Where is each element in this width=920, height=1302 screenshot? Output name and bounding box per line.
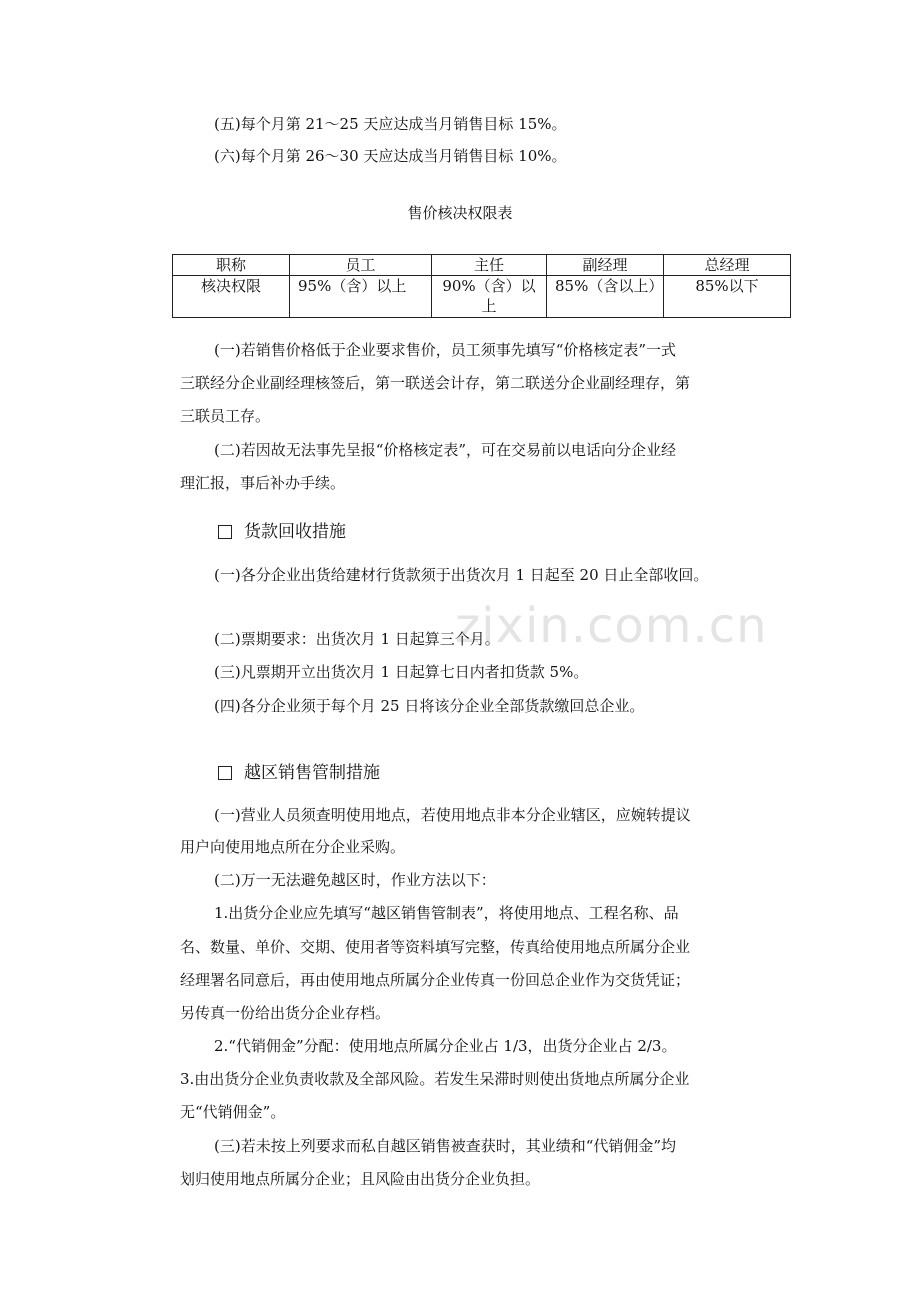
paragraph-line: (二)万一无法避免越区时，作业方法以下：: [214, 871, 496, 889]
table-row: [173, 276, 791, 318]
paragraph-line: (二)票期要求：出货次月 1 日起算三个月。: [214, 630, 500, 648]
paragraph-line: 名、数量、单价、交期、使用者等资料填写完整，传真给使用地点所属分企业: [180, 938, 691, 956]
paragraph-line: (三)凡票期开立出货次月 1 日起算七日内者扣货款 5%。: [214, 663, 589, 681]
paragraph-line: 无“代销佣金”。: [180, 1103, 286, 1121]
paragraph-line: 三联经分企业副经理核签后，第一联送会计存，第二联送分企业副经理存，第: [180, 374, 691, 392]
table-cell: 核决权限: [173, 276, 290, 318]
header-cell: 主任: [432, 255, 547, 276]
table-cell: 95%（含）以上: [290, 276, 432, 318]
header-cell: 职称: [173, 255, 290, 276]
paragraph-line: (五)每个月第 21～25 天应达成当月销售目标 15%。: [214, 115, 567, 133]
paragraph-line: 三联员工存。: [180, 407, 271, 425]
paragraph-line: 3.由出货分企业负责收款及全部风险。若发生呆滞时则使出货地点所属分企业: [180, 1070, 690, 1088]
paragraph-line: 1.出货分企业应先填写“越区销售管制表”，将使用地点、工程名称、品: [214, 904, 679, 922]
checkbox-square-icon: [218, 525, 232, 539]
paragraph-line: 经理署名同意后，再由使用地点所属分企业传真一份回总企业作为交货凭证；: [180, 971, 691, 989]
section-heading: [218, 521, 346, 543]
section-heading: [218, 762, 380, 784]
table-header-row: [173, 255, 791, 276]
paragraph-line: 划归使用地点所属分企业；且风险由出货分企业负担。: [180, 1170, 541, 1188]
paragraph-line: 2.“代销佣金”分配：使用地点所属分企业占 1/3，出货分企业占 2/3。: [214, 1037, 677, 1055]
paragraph-line: (一)营业人员须查明使用地点，若使用地点非本分企业辖区，应婉转提议: [214, 806, 691, 824]
paragraph-line: (六)每个月第 26～30 天应达成当月销售目标 10%。: [214, 147, 567, 165]
paragraph-line: (四)各分企业须于每个月 25 日将该分企业全部货款缴回总企业。: [214, 697, 645, 715]
paragraph-line: 用户向使用地点所在分企业采购。: [180, 838, 406, 856]
table-cell: 90%（含）以上: [432, 276, 547, 318]
table-cell: 85%以下: [664, 276, 791, 318]
table-caption: 售价核决权限表: [407, 204, 513, 222]
header-cell: 员工: [290, 255, 432, 276]
header-cell: 总经理: [664, 255, 791, 276]
section-title: 货款回收措施: [244, 522, 346, 542]
authority-table: [172, 254, 791, 318]
checkbox-square-icon: [218, 766, 232, 780]
paragraph-line: 另传真一份给出货分企业存档。: [180, 1004, 391, 1022]
paragraph-line: (一)各分企业出货给建材行货款须于出货次月 1 日起至 20 日止全部收回。: [214, 566, 709, 584]
table-cell: 85%（含以上）: [547, 276, 664, 318]
paragraph-line: (一)若销售价格低于企业要求售价，员工须事先填写“价格核定表”一式: [214, 341, 677, 359]
paragraph-line: (二)若因故无法事先呈报“价格核定表”，可在交易前以电话向分企业经: [214, 441, 677, 459]
watermark: zixin.com.cn: [455, 598, 768, 654]
paragraph-line: 理汇报，事后补办手续。: [180, 474, 346, 492]
section-title: 越区销售管制措施: [244, 763, 380, 783]
header-cell: 副经理: [547, 255, 664, 276]
paragraph-line: (三)若未按上列要求而私自越区销售被查获时，其业绩和“代销佣金”均: [214, 1137, 677, 1155]
